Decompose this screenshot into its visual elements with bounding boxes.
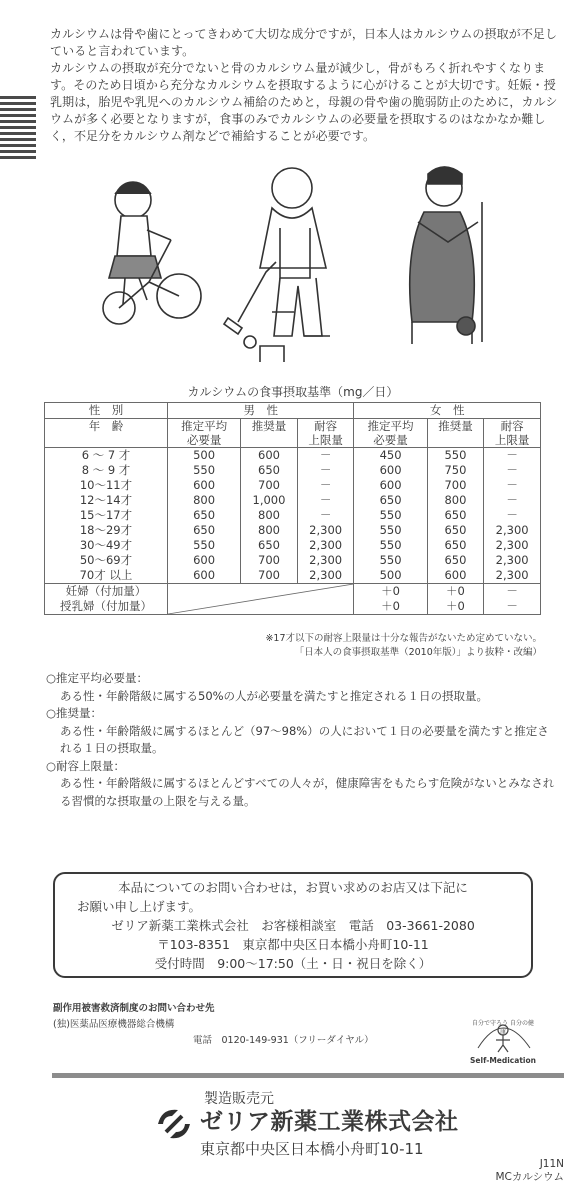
relief-system-info <box>53 1001 374 1049</box>
intro-line-1: カルシウムは骨や歯にとってきわめて大切な成分ですが，日本人はカルシウムの摂取が不足していると言われています。 <box>50 27 558 58</box>
value-cell: 2,300 <box>484 568 541 584</box>
def-ear-term: ○推定平均必要量： <box>46 671 149 685</box>
value-cell: 600 <box>354 463 427 478</box>
woman-knitting-illustration <box>392 162 502 352</box>
calcium-intake-table <box>44 402 541 615</box>
value-cell: ＋0 <box>427 599 484 615</box>
def-rda-term: ○推奨量： <box>46 706 103 720</box>
value-cell: － <box>297 493 354 508</box>
value-cell: 700 <box>427 478 484 493</box>
value-cell: 600 <box>168 478 241 493</box>
header-male: 男 性 <box>168 403 354 419</box>
age-cell: 8 ～ 9 才 <box>45 463 168 478</box>
product-code <box>495 1158 564 1184</box>
relief-title: 副作用被害救済制度のお問い合わせ先 <box>53 1003 215 1014</box>
header-female: 女 性 <box>354 403 541 419</box>
value-cell: 700 <box>241 478 298 493</box>
value-cell: 2,300 <box>297 523 354 538</box>
value-cell: 700 <box>241 553 298 568</box>
value-cell: 750 <box>427 463 484 478</box>
age-cell: 6 ～ 7 才 <box>45 448 168 464</box>
value-cell: ＋0 <box>427 584 484 600</box>
value-cell: － <box>484 448 541 464</box>
age-cell: 10～11才 <box>45 478 168 493</box>
manufacturer-role: 製造販売元 <box>204 1091 274 1107</box>
value-cell: 550 <box>168 538 241 553</box>
self-medication-label: Self-Medication <box>470 1056 536 1065</box>
def-rda-desc: ある性・年齢階級に属するほとんど（97～98%）の人において１日の必要量を満たすと推定される１日の摂取量。 <box>60 723 549 755</box>
value-cell: 650 <box>427 508 484 523</box>
value-cell: 600 <box>168 568 241 584</box>
table-row <box>45 523 541 538</box>
table-row <box>45 584 541 600</box>
contact-line-1: 本品についてのお問い合わせは，お買い求めのお店又は下記に <box>118 880 468 895</box>
zeria-logo-icon <box>152 1104 196 1144</box>
value-cell: 700 <box>241 568 298 584</box>
value-cell: － <box>484 478 541 493</box>
value-cell: 800 <box>427 493 484 508</box>
value-cell: 550 <box>354 508 427 523</box>
def-ear-desc: ある性・年齢階級に属する50%の人が必要量を満たすと推定される１日の摂取量。 <box>60 688 489 703</box>
elderly-man-gateball-illustration <box>220 162 350 367</box>
value-cell: 650 <box>427 523 484 538</box>
product-code-2: MCカルシウム <box>495 1171 564 1183</box>
self-medication-arc-text: 自分で守ろう 自分の健康 <box>472 1020 534 1036</box>
value-cell: 650 <box>427 553 484 568</box>
female-ul-header: 耐容 上限量 <box>484 419 541 448</box>
value-cell: 2,300 <box>484 523 541 538</box>
contact-box <box>53 872 533 978</box>
table-row <box>45 478 541 493</box>
value-cell: 600 <box>168 553 241 568</box>
age-cell: 30～49才 <box>45 538 168 553</box>
value-cell: ＋0 <box>354 584 427 600</box>
value-cell: 2,300 <box>484 538 541 553</box>
def-ul-desc: ある性・年齢階級に属するほとんどすべての人々が，健康障害をもたらす危険がないとみなされる習慣的な摂取量の上限を与える量。 <box>60 776 555 808</box>
table-row <box>45 448 541 464</box>
female-ear-header: 推定平均 必要量 <box>354 419 427 448</box>
age-cell: 12～14才 <box>45 493 168 508</box>
value-cell: 800 <box>241 508 298 523</box>
male-ul-header: 耐容 上限量 <box>297 419 354 448</box>
divider-rule <box>52 1073 564 1078</box>
product-code-1: J11N <box>539 1158 564 1170</box>
relief-phone: 電話 0120-149-931（フリーダイヤル） <box>193 1035 374 1046</box>
male-blank-cell <box>168 584 354 615</box>
barcode-mark <box>0 96 36 162</box>
value-cell: 550 <box>354 538 427 553</box>
value-cell: 800 <box>241 523 298 538</box>
intake-table-title: カルシウムの食事摂取基準（mg／日） <box>187 385 399 399</box>
age-cell: 70才 以上 <box>45 568 168 584</box>
value-cell: － <box>484 463 541 478</box>
value-cell: 2,300 <box>484 553 541 568</box>
value-cell: － <box>297 463 354 478</box>
value-cell: － <box>297 478 354 493</box>
female-rda-header: 推奨量 <box>427 419 484 448</box>
def-ul-term: ○耐容上限量： <box>46 758 126 773</box>
table-row <box>45 568 541 584</box>
value-cell: 500 <box>354 568 427 584</box>
value-cell: － <box>484 584 541 600</box>
relief-org: (独)医薬品医療機器総合機構 <box>53 1019 175 1030</box>
age-cell: 50～69才 <box>45 553 168 568</box>
table-row <box>45 508 541 523</box>
value-cell: 2,300 <box>297 568 354 584</box>
intro-text <box>50 26 562 145</box>
male-ear-header: 推定平均 必要量 <box>168 419 241 448</box>
value-cell: 2,300 <box>297 553 354 568</box>
value-cell: 650 <box>168 523 241 538</box>
manufacturer-company: ゼリア新薬工業株式会社 <box>200 1109 459 1135</box>
manufacturer-address: 東京都中央区日本橋小舟町10-11 <box>200 1140 424 1158</box>
value-cell: － <box>484 508 541 523</box>
value-cell: － <box>484 493 541 508</box>
table-note-2: 「日本人の食事摂取基準（2010年版）」より抜粋・改編） <box>294 647 542 658</box>
table-row <box>45 463 541 478</box>
value-cell: 500 <box>168 448 241 464</box>
table-row <box>45 493 541 508</box>
pregnant-label: 妊婦（付加量） <box>45 584 168 600</box>
intro-line-2: カルシウムの摂取が充分でないと骨のカルシウム量が減少し，骨がもろく折れやすくなります。そのため日頃から充分なカルシウムを摂取するように心がけることが大切です。妊娠・授乳期は，胎児や乳児へのカルシウム補給のためと，母親の骨や歯の脆弱防止のために，カルシウムが多く必要となりますが，食事のみでカルシウムの必要量を摂取するのはなかなか難しく，不足分をカルシウム剤などで補給することが必要です。 <box>50 61 558 143</box>
age-cell: 15～17才 <box>45 508 168 523</box>
value-cell: 600 <box>427 568 484 584</box>
value-cell: － <box>297 448 354 464</box>
value-cell: 2,300 <box>297 538 354 553</box>
contact-line-3: ゼリア新薬工業株式会社 お客様相談室 電話 03-3661-2080 <box>111 918 475 933</box>
diagonal-line <box>168 584 353 614</box>
lactating-label: 授乳婦（付加量） <box>45 599 168 615</box>
value-cell: 650 <box>427 538 484 553</box>
value-cell: 600 <box>241 448 298 464</box>
value-cell: 650 <box>354 493 427 508</box>
value-cell: 650 <box>168 508 241 523</box>
header-sex: 性 別 <box>45 403 168 419</box>
manufacturer-block <box>200 1088 459 1159</box>
value-cell: 600 <box>354 478 427 493</box>
table-note-1: ※17才以下の耐容上限量は十分な報告がないため定めていない。 <box>265 633 542 644</box>
header-age: 年 齢 <box>45 419 168 448</box>
value-cell: 650 <box>241 463 298 478</box>
table-row <box>45 553 541 568</box>
value-cell: 650 <box>241 538 298 553</box>
table-row <box>45 538 541 553</box>
contact-line-4: 〒103-8351 東京都中央区日本橋小舟町10-11 <box>157 937 429 952</box>
value-cell: 550 <box>354 553 427 568</box>
value-cell: 800 <box>168 493 241 508</box>
value-cell: 550 <box>427 448 484 464</box>
table-notes <box>265 632 542 660</box>
definitions <box>46 670 556 810</box>
girl-on-bicycle-illustration <box>95 160 205 330</box>
age-cell: 18～29才 <box>45 523 168 538</box>
contact-line-5: 受付時間 9:00～17:50（土・日・祝日を除く） <box>154 956 432 971</box>
self-medication-logo <box>470 1012 536 1068</box>
value-cell: － <box>484 599 541 615</box>
value-cell: ＋0 <box>354 599 427 615</box>
value-cell: 550 <box>354 523 427 538</box>
male-rda-header: 推奨量 <box>241 419 298 448</box>
value-cell: － <box>297 508 354 523</box>
value-cell: 550 <box>168 463 241 478</box>
value-cell: 1,000 <box>241 493 298 508</box>
contact-line-2: お願い申し上げます。 <box>77 899 202 914</box>
value-cell: 450 <box>354 448 427 464</box>
